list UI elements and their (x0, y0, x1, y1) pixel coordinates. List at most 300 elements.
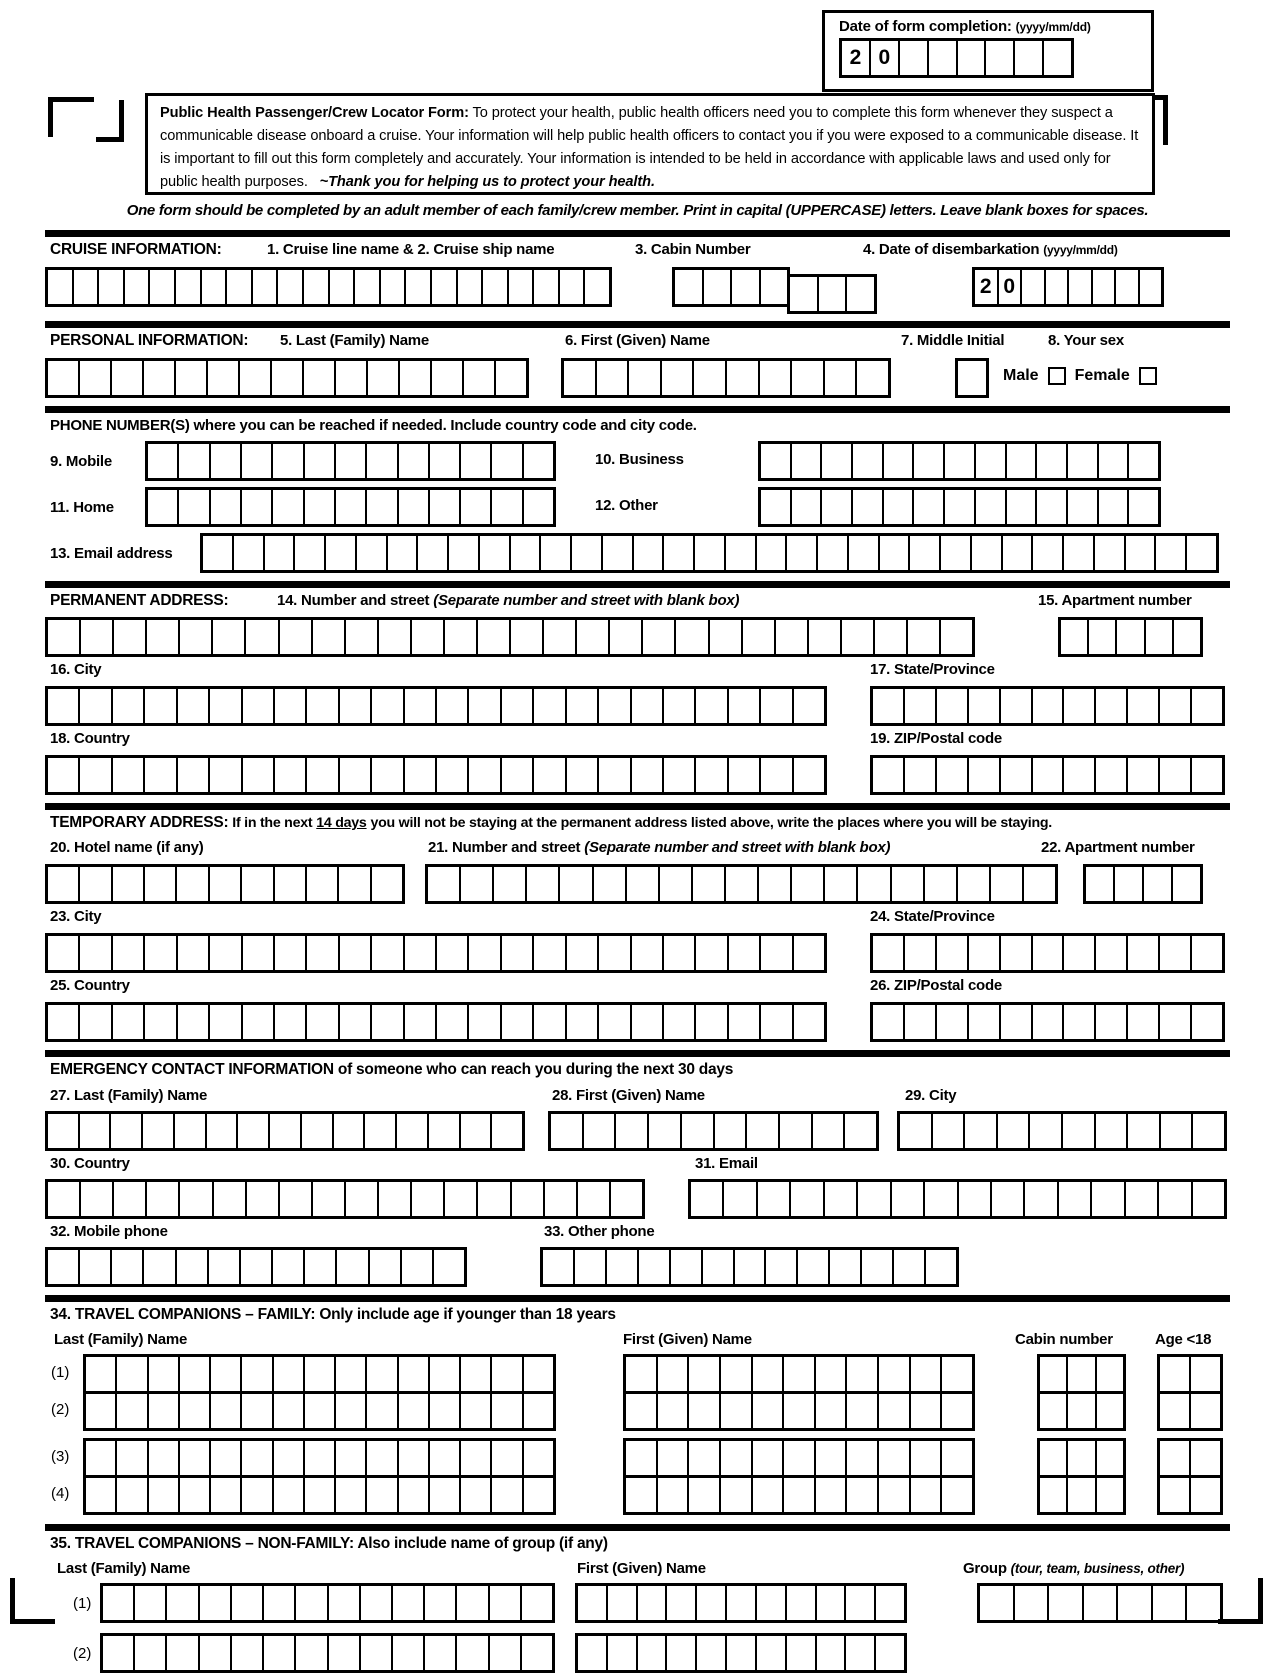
box-cell[interactable] (724, 536, 755, 570)
box-cell[interactable] (565, 758, 597, 792)
box-cell[interactable] (359, 1636, 391, 1670)
box-cell[interactable] (674, 620, 707, 654)
box-cell[interactable] (626, 1357, 656, 1391)
box-cell[interactable] (573, 1250, 605, 1284)
box-cell[interactable] (476, 620, 509, 654)
box-cell[interactable] (903, 689, 935, 723)
box-cell[interactable] (999, 689, 1031, 723)
box-cell[interactable] (478, 536, 509, 570)
box-cell[interactable] (490, 1441, 521, 1475)
box-cell[interactable] (208, 936, 240, 970)
box-cell[interactable] (490, 1478, 521, 1512)
box-cell[interactable] (476, 1182, 509, 1216)
box-cell[interactable] (999, 758, 1031, 792)
box-cell[interactable] (719, 1394, 751, 1428)
box-cell[interactable] (430, 270, 456, 304)
box-cell[interactable] (1031, 936, 1063, 970)
box-cell[interactable] (344, 620, 377, 654)
box-cell[interactable] (175, 867, 207, 901)
box-cell[interactable] (398, 361, 430, 395)
box-cell[interactable] (909, 1394, 941, 1428)
box-cell[interactable] (428, 490, 459, 524)
box-cell[interactable] (1189, 1441, 1220, 1475)
family-cabin-field-2[interactable] (1037, 1391, 1126, 1431)
box-cell[interactable] (78, 867, 110, 901)
box-cell[interactable] (111, 689, 143, 723)
family-age-field-4[interactable] (1157, 1475, 1223, 1515)
box-cell[interactable] (520, 1636, 552, 1670)
box-cell[interactable] (1095, 1441, 1123, 1475)
box-cell[interactable] (935, 936, 967, 970)
box-cell[interactable] (423, 1586, 455, 1620)
email-field[interactable] (200, 533, 1219, 573)
box-cell[interactable] (815, 1586, 845, 1620)
box-cell[interactable] (691, 867, 724, 901)
box-cell[interactable] (334, 490, 365, 524)
box-cell[interactable] (940, 1478, 972, 1512)
box-cell[interactable] (520, 1586, 552, 1620)
temp-street-field[interactable] (425, 864, 1058, 904)
box-cell[interactable] (522, 444, 553, 478)
box-cell[interactable] (1031, 758, 1063, 792)
box-cell[interactable] (1062, 936, 1094, 970)
emergency-mobile-field[interactable] (45, 1247, 467, 1287)
box-cell[interactable] (143, 936, 175, 970)
box-cell[interactable] (1159, 1114, 1192, 1148)
box-cell[interactable] (909, 1357, 941, 1391)
box-cell[interactable] (923, 1182, 956, 1216)
box-cell[interactable] (1185, 1586, 1220, 1620)
box-cell[interactable] (488, 1636, 520, 1670)
box-cell[interactable] (1190, 1005, 1222, 1039)
box-cell[interactable] (386, 536, 417, 570)
box-cell[interactable] (112, 1182, 145, 1216)
box-cell[interactable] (447, 536, 478, 570)
box-cell[interactable] (112, 620, 145, 654)
box-cell[interactable] (956, 41, 985, 75)
box-cell[interactable] (565, 1005, 597, 1039)
box-cell[interactable] (1013, 1586, 1048, 1620)
box-cell[interactable] (903, 1005, 935, 1039)
box-cell[interactable] (397, 1478, 428, 1512)
box-cell[interactable] (900, 1114, 931, 1148)
box-cell[interactable] (143, 1005, 175, 1039)
box-cell[interactable] (957, 1182, 990, 1216)
box-cell[interactable] (814, 1394, 846, 1428)
box-cell[interactable]: 0 (869, 41, 898, 75)
box-cell[interactable] (212, 1182, 245, 1216)
box-cell[interactable] (782, 1441, 814, 1475)
box-cell[interactable] (334, 1357, 365, 1391)
box-cell[interactable] (647, 1114, 680, 1148)
box-cell[interactable] (145, 1182, 178, 1216)
box-cell[interactable] (111, 867, 143, 901)
box-cell[interactable] (701, 1250, 733, 1284)
box-cell[interactable] (1044, 270, 1068, 304)
box-cell[interactable] (456, 270, 482, 304)
box-cell[interactable] (1067, 270, 1091, 304)
box-cell[interactable] (273, 1005, 305, 1039)
box-cell[interactable] (575, 620, 608, 654)
family-first-field-3[interactable] (623, 1438, 975, 1478)
box-cell[interactable] (751, 1394, 783, 1428)
box-cell[interactable] (427, 1114, 459, 1148)
box-cell[interactable] (1066, 1441, 1094, 1475)
box-cell[interactable] (397, 1394, 428, 1428)
box-cell[interactable] (606, 1636, 636, 1670)
box-cell[interactable] (923, 867, 956, 901)
box-cell[interactable] (397, 1357, 428, 1391)
box-cell[interactable] (459, 1478, 490, 1512)
box-cell[interactable] (241, 758, 273, 792)
box-cell[interactable] (370, 936, 402, 970)
first-name-field[interactable] (561, 358, 891, 398)
box-cell[interactable] (272, 1357, 303, 1391)
box-cell[interactable] (940, 1441, 972, 1475)
box-cell[interactable] (379, 270, 405, 304)
box-cell[interactable] (789, 1182, 822, 1216)
box-cell[interactable] (435, 758, 467, 792)
box-cell[interactable] (943, 490, 974, 524)
box-cell[interactable] (111, 1005, 143, 1039)
box-cell[interactable] (203, 536, 232, 570)
box-cell[interactable] (725, 1636, 755, 1670)
box-cell[interactable] (241, 689, 273, 723)
box-cell[interactable] (377, 620, 410, 654)
box-cell[interactable] (435, 689, 467, 723)
box-cell[interactable] (727, 936, 759, 970)
box-cell[interactable] (165, 1586, 197, 1620)
box-cell[interactable] (597, 936, 629, 970)
box-cell[interactable] (270, 361, 302, 395)
box-cell[interactable] (606, 1586, 636, 1620)
box-cell[interactable] (924, 1250, 956, 1284)
box-cell[interactable] (970, 536, 1001, 570)
box-cell[interactable] (636, 1586, 666, 1620)
box-cell[interactable] (967, 1005, 999, 1039)
family-last-field-2[interactable] (83, 1391, 556, 1431)
cabin-number-field-b[interactable] (787, 274, 877, 314)
box-cell[interactable] (1113, 867, 1142, 901)
box-cell[interactable] (271, 1250, 303, 1284)
box-cell[interactable] (844, 1636, 874, 1670)
box-cell[interactable] (817, 277, 846, 311)
box-cell[interactable] (303, 1478, 334, 1512)
box-cell[interactable] (1097, 490, 1128, 524)
box-cell[interactable] (455, 1586, 487, 1620)
box-cell[interactable] (241, 936, 273, 970)
box-cell[interactable] (272, 1441, 303, 1475)
box-cell[interactable] (335, 1250, 367, 1284)
box-cell[interactable] (814, 1441, 846, 1475)
box-cell[interactable] (1114, 270, 1138, 304)
box-cell[interactable] (627, 361, 660, 395)
family-cabin-field-4[interactable] (1037, 1475, 1126, 1515)
box-cell[interactable] (302, 270, 328, 304)
box-cell[interactable] (230, 1636, 262, 1670)
box-cell[interactable] (1062, 758, 1094, 792)
perm-state-field[interactable] (870, 686, 1225, 726)
box-cell[interactable] (165, 1636, 197, 1670)
box-cell[interactable] (551, 1114, 582, 1148)
box-cell[interactable] (462, 361, 494, 395)
box-cell[interactable] (532, 270, 558, 304)
box-cell[interactable] (1094, 1114, 1127, 1148)
box-cell[interactable] (662, 1005, 694, 1039)
box-cell[interactable] (669, 1250, 701, 1284)
box-cell[interactable] (751, 1478, 783, 1512)
box-cell[interactable] (601, 536, 632, 570)
box-cell[interactable] (597, 689, 629, 723)
box-cell[interactable] (1126, 758, 1158, 792)
box-cell[interactable] (1061, 620, 1087, 654)
box-cell[interactable] (443, 1182, 476, 1216)
box-cell[interactable] (48, 1005, 78, 1039)
box-cell[interactable] (1057, 1182, 1090, 1216)
box-cell[interactable] (687, 1441, 719, 1475)
box-cell[interactable] (370, 867, 402, 901)
box-cell[interactable] (845, 277, 874, 311)
box-cell[interactable] (177, 490, 208, 524)
box-cell[interactable] (428, 1394, 459, 1428)
box-cell[interactable] (294, 1636, 326, 1670)
box-cell[interactable] (240, 444, 271, 478)
box-cell[interactable] (761, 444, 790, 478)
family-age-field-2[interactable] (1157, 1391, 1223, 1431)
box-cell[interactable] (271, 490, 302, 524)
box-cell[interactable] (525, 867, 558, 901)
box-cell[interactable] (1160, 1478, 1189, 1512)
box-cell[interactable] (1023, 1182, 1056, 1216)
box-cell[interactable] (1158, 936, 1190, 970)
box-cell[interactable] (847, 536, 878, 570)
box-cell[interactable] (636, 1636, 666, 1670)
box-cell[interactable] (1035, 490, 1066, 524)
box-cell[interactable] (334, 1394, 365, 1428)
box-cell[interactable] (337, 867, 369, 901)
box-cell[interactable] (939, 536, 970, 570)
box-cell[interactable] (1124, 536, 1155, 570)
box-cell[interactable] (815, 1636, 845, 1670)
box-cell[interactable] (206, 361, 238, 395)
box-cell[interactable] (656, 1478, 688, 1512)
box-cell[interactable] (416, 536, 447, 570)
box-cell[interactable] (632, 536, 663, 570)
box-cell[interactable] (86, 1357, 115, 1391)
box-cell[interactable] (403, 936, 435, 970)
box-cell[interactable] (1094, 758, 1126, 792)
cabin-number-field-a[interactable] (672, 267, 790, 307)
box-cell[interactable] (558, 867, 591, 901)
perm-street-field[interactable] (45, 617, 975, 657)
male-checkbox[interactable] (1048, 367, 1066, 385)
box-cell[interactable] (725, 361, 758, 395)
box-cell[interactable] (509, 536, 540, 570)
box-cell[interactable] (576, 1182, 609, 1216)
box-cell[interactable] (792, 689, 824, 723)
box-cell[interactable] (908, 536, 939, 570)
box-cell[interactable] (459, 444, 490, 478)
box-cell[interactable] (820, 444, 851, 478)
box-cell[interactable] (123, 270, 149, 304)
family-last-field-1[interactable] (83, 1354, 556, 1394)
box-cell[interactable] (78, 758, 110, 792)
box-cell[interactable] (1062, 689, 1094, 723)
box-cell[interactable] (500, 758, 532, 792)
box-cell[interactable] (816, 536, 847, 570)
box-cell[interactable] (807, 620, 840, 654)
emergency-city-field[interactable] (897, 1111, 1227, 1151)
box-cell[interactable] (1190, 936, 1222, 970)
box-cell[interactable] (175, 1250, 207, 1284)
box-cell[interactable] (48, 361, 78, 395)
box-cell[interactable] (459, 1357, 490, 1391)
box-cell[interactable] (757, 867, 790, 901)
box-cell[interactable] (845, 1357, 877, 1391)
box-cell[interactable] (147, 1441, 178, 1475)
box-cell[interactable] (225, 270, 251, 304)
box-cell[interactable] (578, 1586, 606, 1620)
box-cell[interactable] (1158, 1005, 1190, 1039)
box-cell[interactable] (148, 490, 177, 524)
box-cell[interactable] (428, 444, 459, 478)
box-cell[interactable] (1189, 1478, 1220, 1512)
box-cell[interactable] (935, 689, 967, 723)
box-cell[interactable] (755, 1586, 785, 1620)
box-cell[interactable] (338, 936, 370, 970)
box-cell[interactable] (1066, 444, 1097, 478)
family-first-field-1[interactable] (623, 1354, 975, 1394)
box-cell[interactable] (1171, 867, 1200, 901)
box-cell[interactable] (327, 1636, 359, 1670)
box-cell[interactable] (1047, 1586, 1082, 1620)
box-cell[interactable] (570, 536, 601, 570)
box-cell[interactable] (1158, 689, 1190, 723)
box-cell[interactable] (680, 1114, 713, 1148)
box-cell[interactable] (305, 1005, 337, 1039)
box-cell[interactable] (694, 758, 726, 792)
box-cell[interactable] (176, 936, 208, 970)
box-cell[interactable] (1062, 536, 1093, 570)
box-cell[interactable] (626, 1478, 656, 1512)
box-cell[interactable] (490, 1357, 521, 1391)
box-cell[interactable] (240, 490, 271, 524)
box-cell[interactable] (208, 1005, 240, 1039)
box-cell[interactable] (435, 936, 467, 970)
box-cell[interactable] (1022, 867, 1055, 901)
box-cell[interactable] (1040, 1478, 1066, 1512)
box-cell[interactable] (147, 1478, 178, 1512)
box-cell[interactable] (78, 1250, 110, 1284)
box-cell[interactable] (302, 361, 334, 395)
box-cell[interactable] (1062, 1005, 1094, 1039)
perm-apartment-field[interactable] (1058, 617, 1203, 657)
box-cell[interactable] (903, 758, 935, 792)
box-cell[interactable] (1066, 490, 1097, 524)
box-cell[interactable] (455, 1636, 487, 1670)
box-cell[interactable] (97, 270, 123, 304)
box-cell[interactable] (240, 1441, 271, 1475)
box-cell[interactable] (338, 758, 370, 792)
box-cell[interactable] (198, 1586, 230, 1620)
box-cell[interactable] (78, 1005, 110, 1039)
box-cell[interactable] (86, 1441, 115, 1475)
box-cell[interactable] (208, 689, 240, 723)
box-cell[interactable] (1127, 490, 1158, 524)
box-cell[interactable] (877, 1441, 909, 1475)
box-cell[interactable] (558, 270, 584, 304)
emergency-last-field[interactable] (45, 1111, 525, 1151)
box-cell[interactable] (882, 444, 913, 478)
box-cell[interactable] (300, 1114, 332, 1148)
box-cell[interactable]: 0 (997, 270, 1021, 304)
box-cell[interactable] (103, 1636, 133, 1670)
box-cell[interactable] (103, 1586, 133, 1620)
box-cell[interactable] (759, 758, 791, 792)
box-cell[interactable] (940, 1394, 972, 1428)
box-cell[interactable] (877, 1394, 909, 1428)
box-cell[interactable] (363, 1114, 395, 1148)
box-cell[interactable] (1066, 1478, 1094, 1512)
box-cell[interactable] (882, 490, 913, 524)
box-cell[interactable] (963, 1114, 996, 1148)
box-cell[interactable] (1151, 1586, 1186, 1620)
box-cell[interactable] (1190, 758, 1222, 792)
box-cell[interactable] (692, 361, 725, 395)
box-cell[interactable] (956, 867, 989, 901)
box-cell[interactable] (239, 1250, 271, 1284)
box-cell[interactable] (656, 1394, 688, 1428)
box-cell[interactable] (1160, 1441, 1189, 1475)
box-cell[interactable] (303, 1441, 334, 1475)
box-cell[interactable] (877, 1478, 909, 1512)
box-cell[interactable] (178, 1394, 209, 1428)
box-cell[interactable] (874, 1586, 904, 1620)
box-cell[interactable] (851, 444, 882, 478)
box-cell[interactable] (1042, 41, 1071, 75)
box-cell[interactable] (48, 1114, 78, 1148)
box-cell[interactable] (1086, 867, 1113, 901)
box-cell[interactable] (708, 620, 741, 654)
box-cell[interactable] (912, 490, 943, 524)
box-cell[interactable] (268, 1114, 300, 1148)
box-cell[interactable] (609, 1182, 642, 1216)
box-cell[interactable] (662, 936, 694, 970)
box-cell[interactable] (311, 620, 344, 654)
box-cell[interactable] (878, 536, 909, 570)
box-cell[interactable] (1035, 444, 1066, 478)
box-cell[interactable] (660, 361, 693, 395)
box-cell[interactable] (641, 620, 674, 654)
box-cell[interactable] (293, 536, 324, 570)
box-cell[interactable] (719, 1357, 751, 1391)
box-cell[interactable] (276, 270, 302, 304)
box-cell[interactable] (370, 1005, 402, 1039)
box-cell[interactable] (967, 936, 999, 970)
box-cell[interactable] (133, 1586, 165, 1620)
box-cell[interactable] (262, 1586, 294, 1620)
box-cell[interactable] (1157, 1182, 1190, 1216)
box-cell[interactable] (702, 270, 731, 304)
box-cell[interactable] (305, 758, 337, 792)
box-cell[interactable] (328, 270, 354, 304)
box-cell[interactable] (143, 689, 175, 723)
box-cell[interactable] (792, 758, 824, 792)
box-cell[interactable] (147, 1394, 178, 1428)
box-cell[interactable] (823, 361, 856, 395)
box-cell[interactable] (630, 936, 662, 970)
box-cell[interactable] (327, 1586, 359, 1620)
